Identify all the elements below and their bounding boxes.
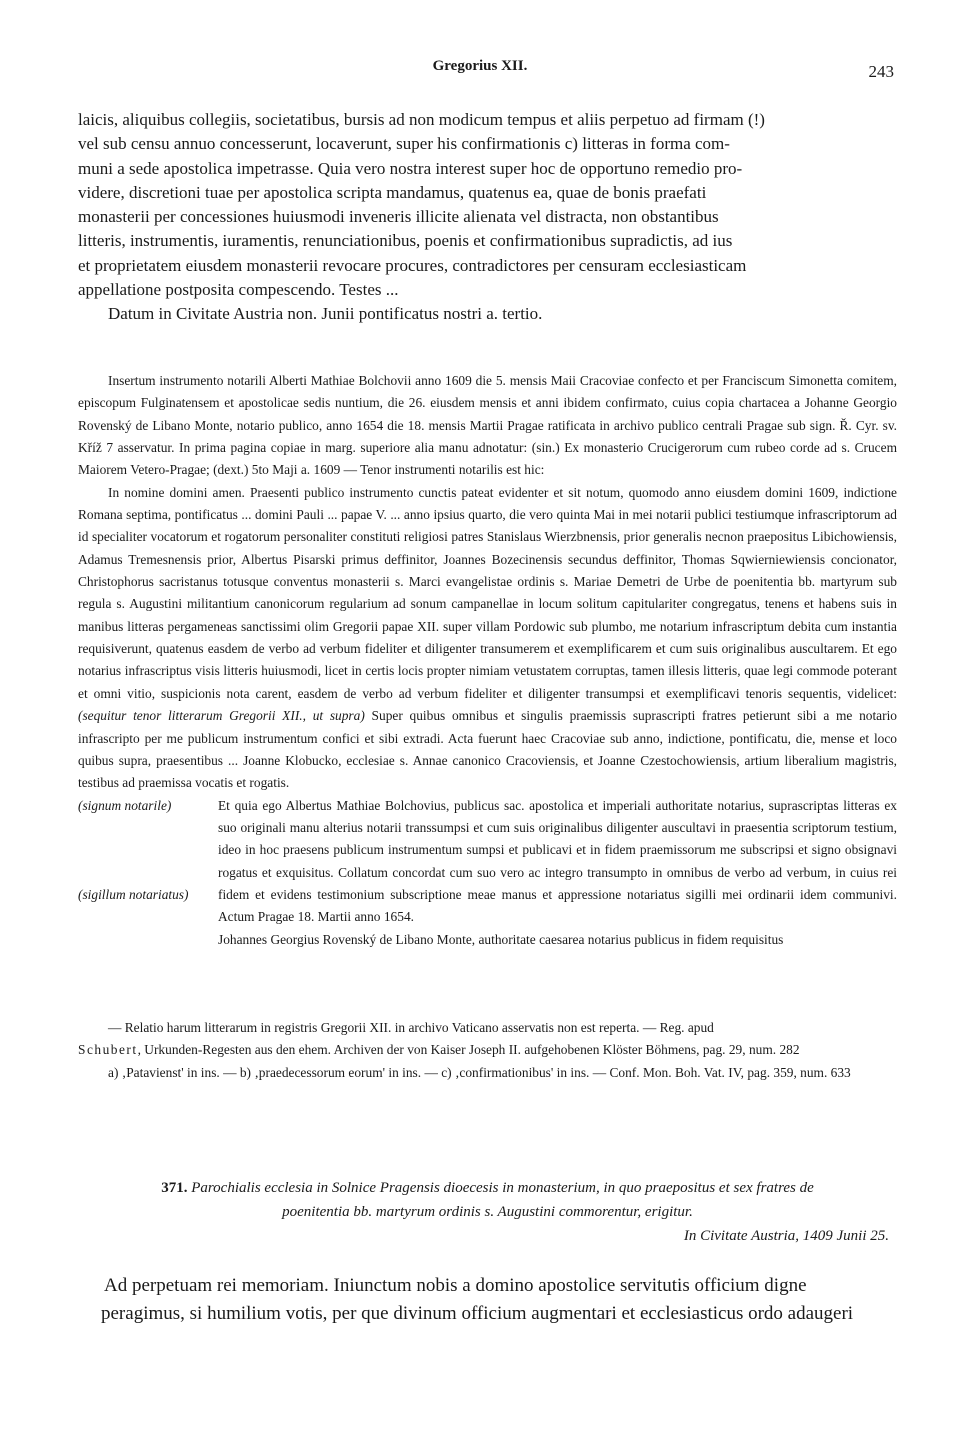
text-line: vel sub censu annuo concesserunt, locaverunt, super his confirmationis c) litteras in forma com- <box>78 134 730 154</box>
text-line: litteris, instrumentis, iuramentis, renunciationibus, poenis et confirmationibus supradictis, ad ius <box>78 231 733 251</box>
seal-labels <box>78 795 218 929</box>
schubert-name: Schubert <box>78 1042 138 1058</box>
sigillum-label: (sigillum notariatus) <box>78 886 189 902</box>
transmission-notes <box>78 370 897 951</box>
datum-line: Datum in Civitate Austria non. Junii pontificatus nostri a. tertio. <box>108 304 543 324</box>
variant-readings: a) ‚Patavienst' in ins. — b) ‚praedecessorum eorum' in ins. — c) ‚confirmationibus' in ins. — Conf. Mon. Boh. Vat. IV, pag. 359, num. 633 <box>108 1064 851 1080</box>
document-371-text <box>101 1272 897 1328</box>
text-line: monasterii per concessiones huiusmodi inveneris illicite alienata vel distracta, non obstantibus <box>78 207 719 227</box>
et-quia-paragraph: Et quia ego Albertus Mathiae Bolchovius, publicus sac. apostolica et imperiali authoritate notarius, suprascriptas litteras ex suo originali manu alterius notarii transsumpsi et cum suis originalibus diligenter auscultavi in praesentia scriptorum testium, ideo in hoc praesens publicum instrumentum sumpsi et publicavi et in fidem praemissorum me subscripsi et signo obsignavi rogatus et exquisitus. Collatum concordat cum suo vero ac integro transumpto in omnibus de verbo ad verbum, in cuius rei fidem et evidens testimonium subscriptione meae manus et appressione notariatus sigilli mei ordinarii idem communivi. Actum Pragae 18. Martii anno 1654. <box>218 797 897 925</box>
place-date: In Civitate Austria, 1409 Junii 25. <box>683 1228 889 1244</box>
text-line: appellatione postposita compescendo. Testes ... <box>78 280 399 300</box>
document-title <box>78 1176 897 1200</box>
document-371-heading <box>78 1176 897 1248</box>
text-line: videre, discretioni tuae per apostolica scripta mandamus, quatenus ea, quae de bonis praefati <box>78 182 707 202</box>
relatio-post: , Urkunden-Regesten aus den ehem. Archiven der von Kaiser Joseph II. aufgehobenen Klöster Böhmens, pag. 29, num. 282 <box>137 1042 800 1058</box>
notarial-instrument-paragraph <box>78 482 897 795</box>
text-line: et proprietatem eiusdem monasterii revocare procures, contradictores per censuram ecclesiasticam <box>78 255 747 275</box>
relatio-note <box>78 1017 897 1062</box>
relatio-pre: — Relatio harum litterarum in registris Gregorii XII. in archivo Vaticano asservatis non est reperta. — Reg. apud <box>108 1020 714 1035</box>
signum-label: (signum notarile) <box>78 797 172 813</box>
insertum-paragraph: Insertum instrumento notarili Alberti Mathiae Bolchovii anno 1609 die 5. mensis Maii Cracoviae confecto et per Franciscum Simonetta comitem, episcopum Fulginatensem et apostolicae sedis nuntium, die 26. eiusdem mensis et anni ibidem confirmato, cuius copia chartacea a Johanne Georgio Rovenský de Libano Monte, notario publico, anno 1654 die 18. mensis Martii Pragae ratificata in archivo publico centrali Pragae sub sign. Ř. Cyr. sv. Kříž 7 asservatur. In prima pagina copiae in marg. superiore alia manu adnotatur: (sin.) Ex monasterio Crucigerorum cum rubeo corde ad s. Crucem Maiorem Vetero-Pragae; (dext.) 5to Maji a. 1609 — Tenor instrumenti notarilis est hic: <box>78 373 897 478</box>
title-line-1: Parochialis ecclesia in Solnice Pragensis dioecesis in monasterium, in quo praepositus et sex fratres de <box>191 1180 814 1196</box>
charter-line: Ad perpetuam rei memoriam. Iniunctum nobis a domino apostolice servitutis officium digne <box>104 1275 807 1296</box>
after-sequitur-text: Super quibus omnibus et singulis praemissis suprascripti fratres petierunt sibi a me notario infrascripto per me publicum instrumentum confici et sibi extradi. Acta fuerunt haec Cracoviae sub anno, indictione, pontificatu, die, mense et loco quibus supra, praesentibus ... Joanne Klobucko, ecclesiae s. Annae canonico Cracoviensis, et Joanne Czestochowiensis, artium liberalium magistris, testibus ad praemissa vocatis et rogatis. <box>78 708 897 791</box>
page-number: 243 <box>868 62 894 81</box>
signature-block <box>78 795 897 929</box>
text-line: laicis, aliquibus collegiis, societatibus, bursis ad non modicum tempus et aliis perpetuo ad firmam (!) <box>78 110 765 129</box>
running-title: Gregorius XII. <box>432 58 528 74</box>
rovensky-signature: Johannes Georgius Rovenský de Libano Monte, authoritate caesarea notarius publicus in fidem requisitus <box>218 931 784 947</box>
document-number: 371. <box>161 1180 188 1196</box>
title-line-2: poenitentia bb. martyrum ordinis s. Augustini commorentur, erigitur. <box>282 1204 693 1220</box>
in-nomine-text: In nomine domini amen. Praesenti publico instrumento cunctis pateat evidenter et sit notum, quomodo anno eiusdem domini 1609, indictione Romana septima, pontificatus ... domini Pauli ... papae V. ... anno ipsius quarto, die vero quinta Mai in mei notarii publici testiumque infrascriptorum ad id specialiter vocatorum et rogatorum personaliter constituti religiosi patres Stanislaus Wierzbnensis, prior generalis necnon praepositus Libichowiensis, Adamus Tremesnensis prior, Albertus Pisarski primus deffinitor, Joannes Bozecinensis secundus deffinitor, Thomas Sqwierniewiensis concionator, Christophorus sacristanus totusque conventus monasterii s. Marci evangelistae ordinis s. Mariae Demetri de Urbe de poenitentia bb. martyrum sub regula s. Augustini militantium canonicorum regularium ad sonum campanellae in locum solitum capitulariter congregatus, tenens et habens suis in manibus litteras pergameneas sanctissimi olim Gregorii papae XII. super villam Pordowic sub plumbo, me notarium infrascriptum debita cum instantia requisiverunt, quatenus easdem de verbo ad verbum fideliter et diligenter transumerem et exemplificarem et cum suis originalibus auscultarem. Et ego notarius infrascriptus visis litteris huiusmodi, licet in certis locis propter nimiam vetustatem corruptas, tamen illesis litteris, quae legi commode poterant et omni vitio, suspicionis nota carent, easdem de verbo ad verbum fideliter et diligenter transumpsi et exemplificavi tenoris sequentis, videlicet: <box>78 484 897 701</box>
footnotes <box>78 1017 897 1084</box>
charter-line: peragimus, si humilium votis, per que divinum officium augmentari et ecclesiasticus ordo adaugeri <box>101 1303 854 1324</box>
text-line: muni a sede apostolica impetrasse. Quia vero nostra interest super hoc de opportuno remedio pro- <box>78 158 743 178</box>
letter-conclusion <box>78 108 897 327</box>
page-header <box>0 54 960 84</box>
sequitur-note: (sequitur tenor litterarum Gregorii XII., ut supra) <box>78 708 365 724</box>
